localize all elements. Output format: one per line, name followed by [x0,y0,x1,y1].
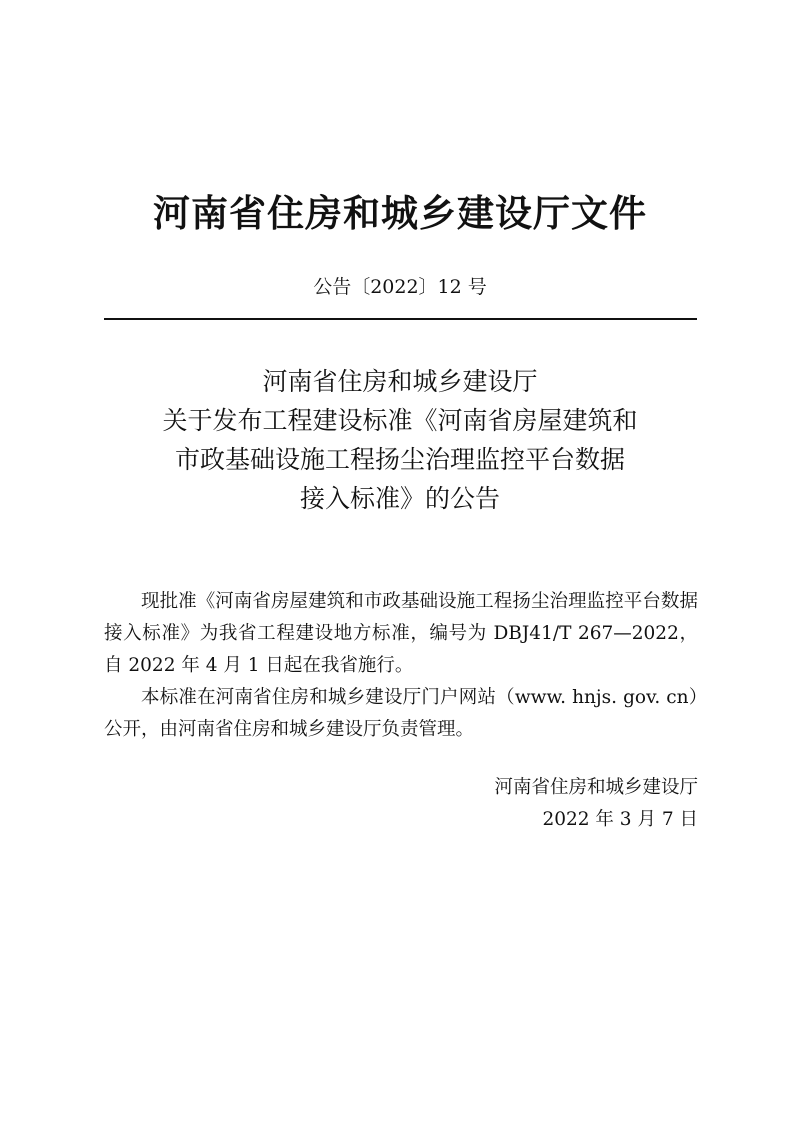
signature-block [404,772,698,836]
title-line: 市政基础设施工程扬尘治理监控平台数据 [174,445,625,474]
document-number: 公告〔2022〕12 号 [313,276,487,298]
header-divider [104,318,697,320]
title-line: 接入标准》的公告 [299,484,500,513]
announcement-body [104,586,698,746]
issuer-title: 河南省住房和城乡建设厅文件 [153,191,647,235]
title-line: 关于发布工程建设标准《河南省房屋建筑和 [162,406,638,435]
announcement-title [0,362,800,518]
title-line: 河南省住房和城乡建设厅 [262,367,538,396]
body-paragraph: 本标准在河南省住房和城乡建设厅门户网站（www. hnjs. gov. cn）公开，由河南省住房和城乡建设厅负责管理。 [104,687,698,740]
signing-date: 2022 年 3 月 7 日 [542,809,698,830]
signing-organization: 河南省住房和城乡建设厅 [494,777,698,798]
body-paragraph: 现批准《河南省房屋建筑和市政基础设施工程扬尘治理监控平台数据接入标准》为我省工程建设地方标准，编号为 DBJ41/T 267—2022，自 2022 年 4 月 1 日起在我省施行。 [104,591,698,676]
